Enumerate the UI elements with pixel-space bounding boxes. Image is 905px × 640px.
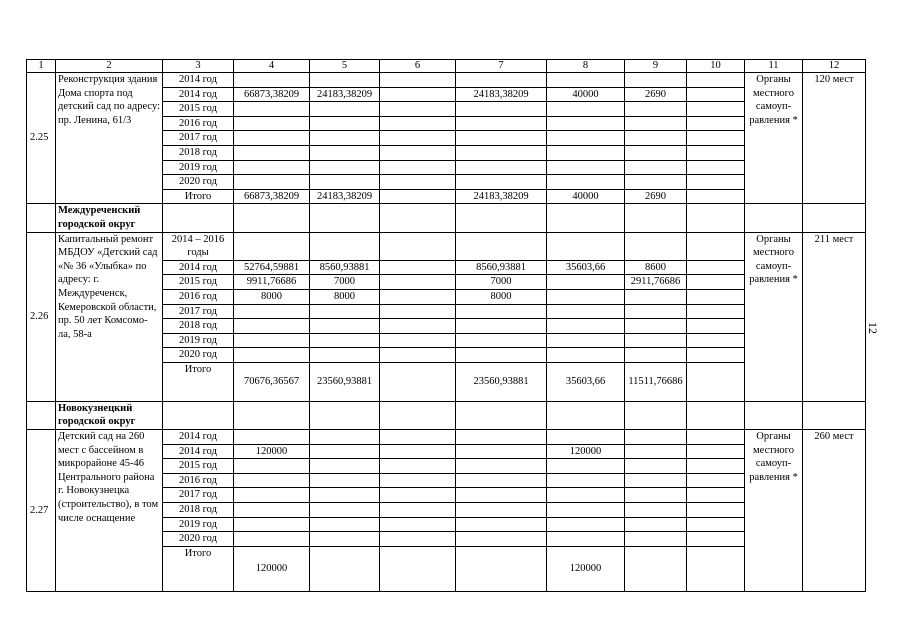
value-c8 [547,232,625,260]
value-c10 [687,546,745,591]
value-c7: 8560,93881 [456,260,547,275]
value-c5 [310,145,380,160]
executor-cell: Органы местного самоуп-равления * [745,232,803,401]
value-c7 [456,503,547,518]
value-c9 [625,546,687,591]
value-c10 [687,102,745,117]
value-c7 [456,430,547,445]
value-c8: 40000 [547,87,625,102]
value-c7 [456,319,547,334]
value-c10 [687,430,745,445]
value-c10 [687,333,745,348]
value-c6 [380,503,456,518]
col-header-7: 7 [456,60,547,73]
value-c9 [625,459,687,474]
value-c8 [547,289,625,304]
col-header-5: 5 [310,60,380,73]
value-c7 [456,546,547,591]
year-cell: 2014 год [163,260,234,275]
district-row [27,204,866,232]
value-c4: 9911,76686 [234,275,310,290]
executor-cell: Органы местного самоуп-равления * [745,73,803,204]
value-c6 [380,488,456,503]
value-c5 [310,319,380,334]
value-c5 [310,348,380,363]
year-cell: 2018 год [163,503,234,518]
value-c6 [380,517,456,532]
district-cell [234,204,310,232]
header-row [27,60,866,73]
value-c10 [687,260,745,275]
district-cell [456,401,547,429]
value-c10 [687,459,745,474]
value-c5 [310,444,380,459]
year-cell: Итого [163,189,234,204]
value-c6 [380,116,456,131]
value-c4 [234,102,310,117]
value-c8 [547,333,625,348]
value-c5 [310,546,380,591]
col-header-9: 9 [625,60,687,73]
value-c8 [547,131,625,146]
value-c7 [456,488,547,503]
col-header-10: 10 [687,60,745,73]
value-c7 [456,160,547,175]
district-cell [803,204,866,232]
value-c5 [310,333,380,348]
row-index: 2.25 [27,73,56,204]
value-c8 [547,73,625,88]
year-cell: 2017 год [163,304,234,319]
value-c9 [625,444,687,459]
object-name: Детский сад на 260 мест с бассейном в микрорайоне 45-46 Центрального района г. Новокузнецка (строительство), в том числе оснащение [56,430,163,592]
value-c10 [687,304,745,319]
value-c9 [625,232,687,260]
table-row [27,73,866,88]
value-c4 [234,175,310,190]
value-c10 [687,503,745,518]
value-c10 [687,116,745,131]
value-c7 [456,473,547,488]
value-c6 [380,289,456,304]
year-cell: 2020 год [163,532,234,547]
value-c8: 120000 [547,546,625,591]
value-c6 [380,430,456,445]
value-c7 [456,131,547,146]
value-c9 [625,289,687,304]
value-c10 [687,189,745,204]
value-c5 [310,517,380,532]
value-c4: 66873,38209 [234,189,310,204]
value-c6 [380,102,456,117]
value-c4: 120000 [234,546,310,591]
year-cell: 2019 год [163,333,234,348]
value-c4: 70676,36567 [234,362,310,401]
value-c4 [234,131,310,146]
value-c8 [547,275,625,290]
result-cell: 211 мест [803,232,866,401]
value-c10 [687,362,745,401]
value-c4: 52764,59881 [234,260,310,275]
value-c8 [547,532,625,547]
value-c9: 2690 [625,189,687,204]
value-c5 [310,488,380,503]
value-c6 [380,444,456,459]
value-c4 [234,532,310,547]
value-c9 [625,160,687,175]
district-cell [745,401,803,429]
value-c7 [456,348,547,363]
col-header-8: 8 [547,60,625,73]
value-c8: 35603,66 [547,260,625,275]
district-cell [547,401,625,429]
value-c7 [456,175,547,190]
value-c6 [380,160,456,175]
value-c4 [234,116,310,131]
value-c7: 8000 [456,289,547,304]
value-c6 [380,189,456,204]
result-cell: 120 мест [803,73,866,204]
year-cell: 2016 год [163,116,234,131]
value-c8 [547,160,625,175]
value-c10 [687,348,745,363]
district-blank [27,401,56,429]
value-c10 [687,232,745,260]
value-c9 [625,304,687,319]
district-title: Междуреченский городской округ [56,204,163,232]
district-row [27,401,866,429]
row-index: 2.27 [27,430,56,592]
value-c10 [687,275,745,290]
value-c5 [310,532,380,547]
value-c4: 66873,38209 [234,87,310,102]
value-c10 [687,319,745,334]
value-c8: 120000 [547,444,625,459]
value-c6 [380,260,456,275]
value-c4 [234,459,310,474]
district-cell [310,401,380,429]
district-cell [547,204,625,232]
col-header-1: 1 [27,60,56,73]
value-c6 [380,73,456,88]
value-c10 [687,473,745,488]
value-c5 [310,232,380,260]
value-c8 [547,517,625,532]
value-c7 [456,532,547,547]
value-c7: 24183,38209 [456,189,547,204]
value-c9: 11511,76686 [625,362,687,401]
district-title: Новокузнецкий городской округ [56,401,163,429]
value-c9 [625,131,687,146]
table-row [27,232,866,260]
year-cell: 2018 год [163,319,234,334]
value-c10 [687,73,745,88]
district-cell [745,204,803,232]
value-c4 [234,319,310,334]
value-c6 [380,232,456,260]
district-cell [803,401,866,429]
value-c4 [234,160,310,175]
value-c6 [380,275,456,290]
value-c9 [625,517,687,532]
year-cell: Итого [163,362,234,401]
year-cell: 2020 год [163,175,234,190]
value-c5 [310,73,380,88]
value-c6 [380,319,456,334]
value-c10 [687,87,745,102]
year-cell: 2020 год [163,348,234,363]
value-c9 [625,175,687,190]
value-c9 [625,430,687,445]
value-c6 [380,87,456,102]
value-c7 [456,232,547,260]
value-c9 [625,319,687,334]
value-c5: 7000 [310,275,380,290]
value-c7 [456,145,547,160]
value-c8 [547,459,625,474]
value-c9: 2690 [625,87,687,102]
district-cell [234,401,310,429]
value-c6 [380,333,456,348]
object-name: Реконструкция здания Дома спорта под детский сад по адресу: пр. Ленина, 61/3 [56,73,163,204]
value-c4: 8000 [234,289,310,304]
value-c4 [234,304,310,319]
value-c5 [310,116,380,131]
value-c7 [456,459,547,474]
col-header-4: 4 [234,60,310,73]
value-c9 [625,116,687,131]
value-c5 [310,175,380,190]
value-c9 [625,473,687,488]
value-c8 [547,503,625,518]
year-cell: 2018 год [163,145,234,160]
value-c8 [547,348,625,363]
value-c6 [380,459,456,474]
result-cell: 260 мест [803,430,866,592]
value-c8 [547,473,625,488]
value-c9: 8600 [625,260,687,275]
district-cell [163,204,234,232]
value-c5 [310,304,380,319]
district-cell [380,401,456,429]
value-c8 [547,319,625,334]
value-c8: 35603,66 [547,362,625,401]
value-c9 [625,503,687,518]
value-c10 [687,532,745,547]
col-header-3: 3 [163,60,234,73]
value-c6 [380,348,456,363]
col-header-12: 12 [803,60,866,73]
value-c7 [456,304,547,319]
value-c6 [380,131,456,146]
page-number: 12 [866,322,880,334]
program-table [26,59,866,592]
value-c9 [625,145,687,160]
col-header-2: 2 [56,60,163,73]
year-cell: 2017 год [163,488,234,503]
value-c7 [456,333,547,348]
value-c4 [234,488,310,503]
district-cell [625,204,687,232]
district-cell [625,401,687,429]
value-c5: 24183,38209 [310,189,380,204]
district-cell [380,204,456,232]
value-c4 [234,232,310,260]
year-cell: Итого [163,546,234,591]
value-c5 [310,473,380,488]
value-c10 [687,175,745,190]
value-c7: 24183,38209 [456,87,547,102]
table-row [27,430,866,445]
value-c5 [310,160,380,175]
value-c10 [687,160,745,175]
value-c5: 23560,93881 [310,362,380,401]
value-c7: 23560,93881 [456,362,547,401]
value-c7 [456,444,547,459]
value-c6 [380,145,456,160]
year-cell: 2019 год [163,517,234,532]
value-c6 [380,473,456,488]
year-cell: 2016 год [163,289,234,304]
value-c10 [687,444,745,459]
year-cell: 2014 год [163,430,234,445]
value-c6 [380,546,456,591]
value-c5 [310,430,380,445]
year-cell: 2014 год [163,73,234,88]
year-cell: 2014 год [163,87,234,102]
value-c9 [625,73,687,88]
year-cell: 2017 год [163,131,234,146]
value-c8 [547,430,625,445]
value-c9 [625,488,687,503]
district-blank [27,204,56,232]
value-c7 [456,517,547,532]
value-c5 [310,102,380,117]
value-c7: 7000 [456,275,547,290]
value-c4: 120000 [234,444,310,459]
value-c8 [547,304,625,319]
value-c4 [234,517,310,532]
year-cell: 2015 год [163,275,234,290]
year-cell: 2014 год [163,444,234,459]
value-c4 [234,333,310,348]
table-body [27,60,866,592]
value-c10 [687,517,745,532]
value-c9 [625,348,687,363]
value-c6 [380,532,456,547]
row-index: 2.26 [27,232,56,401]
year-cell: 2015 год [163,459,234,474]
value-c6 [380,304,456,319]
value-c4 [234,73,310,88]
value-c5 [310,459,380,474]
value-c7 [456,116,547,131]
value-c7 [456,73,547,88]
value-c9 [625,102,687,117]
object-name: Капитальный ремонт МБДОУ «Детский сад «№ 36 «Улыбка» по адресу: г. Междуреченск, Кемеровской области, пр. 50 лет Комсомо-ла, 58-а [56,232,163,401]
value-c6 [380,362,456,401]
value-c9 [625,532,687,547]
year-cell: 2015 год [163,102,234,117]
executor-cell: Органы местного самоуп-равления * [745,430,803,592]
value-c9: 2911,76686 [625,275,687,290]
value-c10 [687,488,745,503]
col-header-11: 11 [745,60,803,73]
value-c6 [380,175,456,190]
value-c10 [687,145,745,160]
value-c5 [310,503,380,518]
value-c4 [234,348,310,363]
district-cell [310,204,380,232]
value-c9 [625,333,687,348]
year-cell: 2016 год [163,473,234,488]
value-c8 [547,102,625,117]
value-c10 [687,289,745,304]
year-cell: 2014 – 2016 годы [163,232,234,260]
value-c5: 8560,93881 [310,260,380,275]
value-c5: 8000 [310,289,380,304]
district-cell [163,401,234,429]
value-c4 [234,430,310,445]
value-c7 [456,102,547,117]
district-cell [687,204,745,232]
value-c8 [547,488,625,503]
year-cell: 2019 год [163,160,234,175]
value-c5 [310,131,380,146]
value-c8 [547,145,625,160]
value-c4 [234,503,310,518]
value-c8 [547,175,625,190]
value-c4 [234,473,310,488]
district-cell [687,401,745,429]
value-c5: 24183,38209 [310,87,380,102]
value-c4 [234,145,310,160]
value-c8: 40000 [547,189,625,204]
col-header-6: 6 [380,60,456,73]
value-c8 [547,116,625,131]
district-cell [456,204,547,232]
value-c10 [687,131,745,146]
